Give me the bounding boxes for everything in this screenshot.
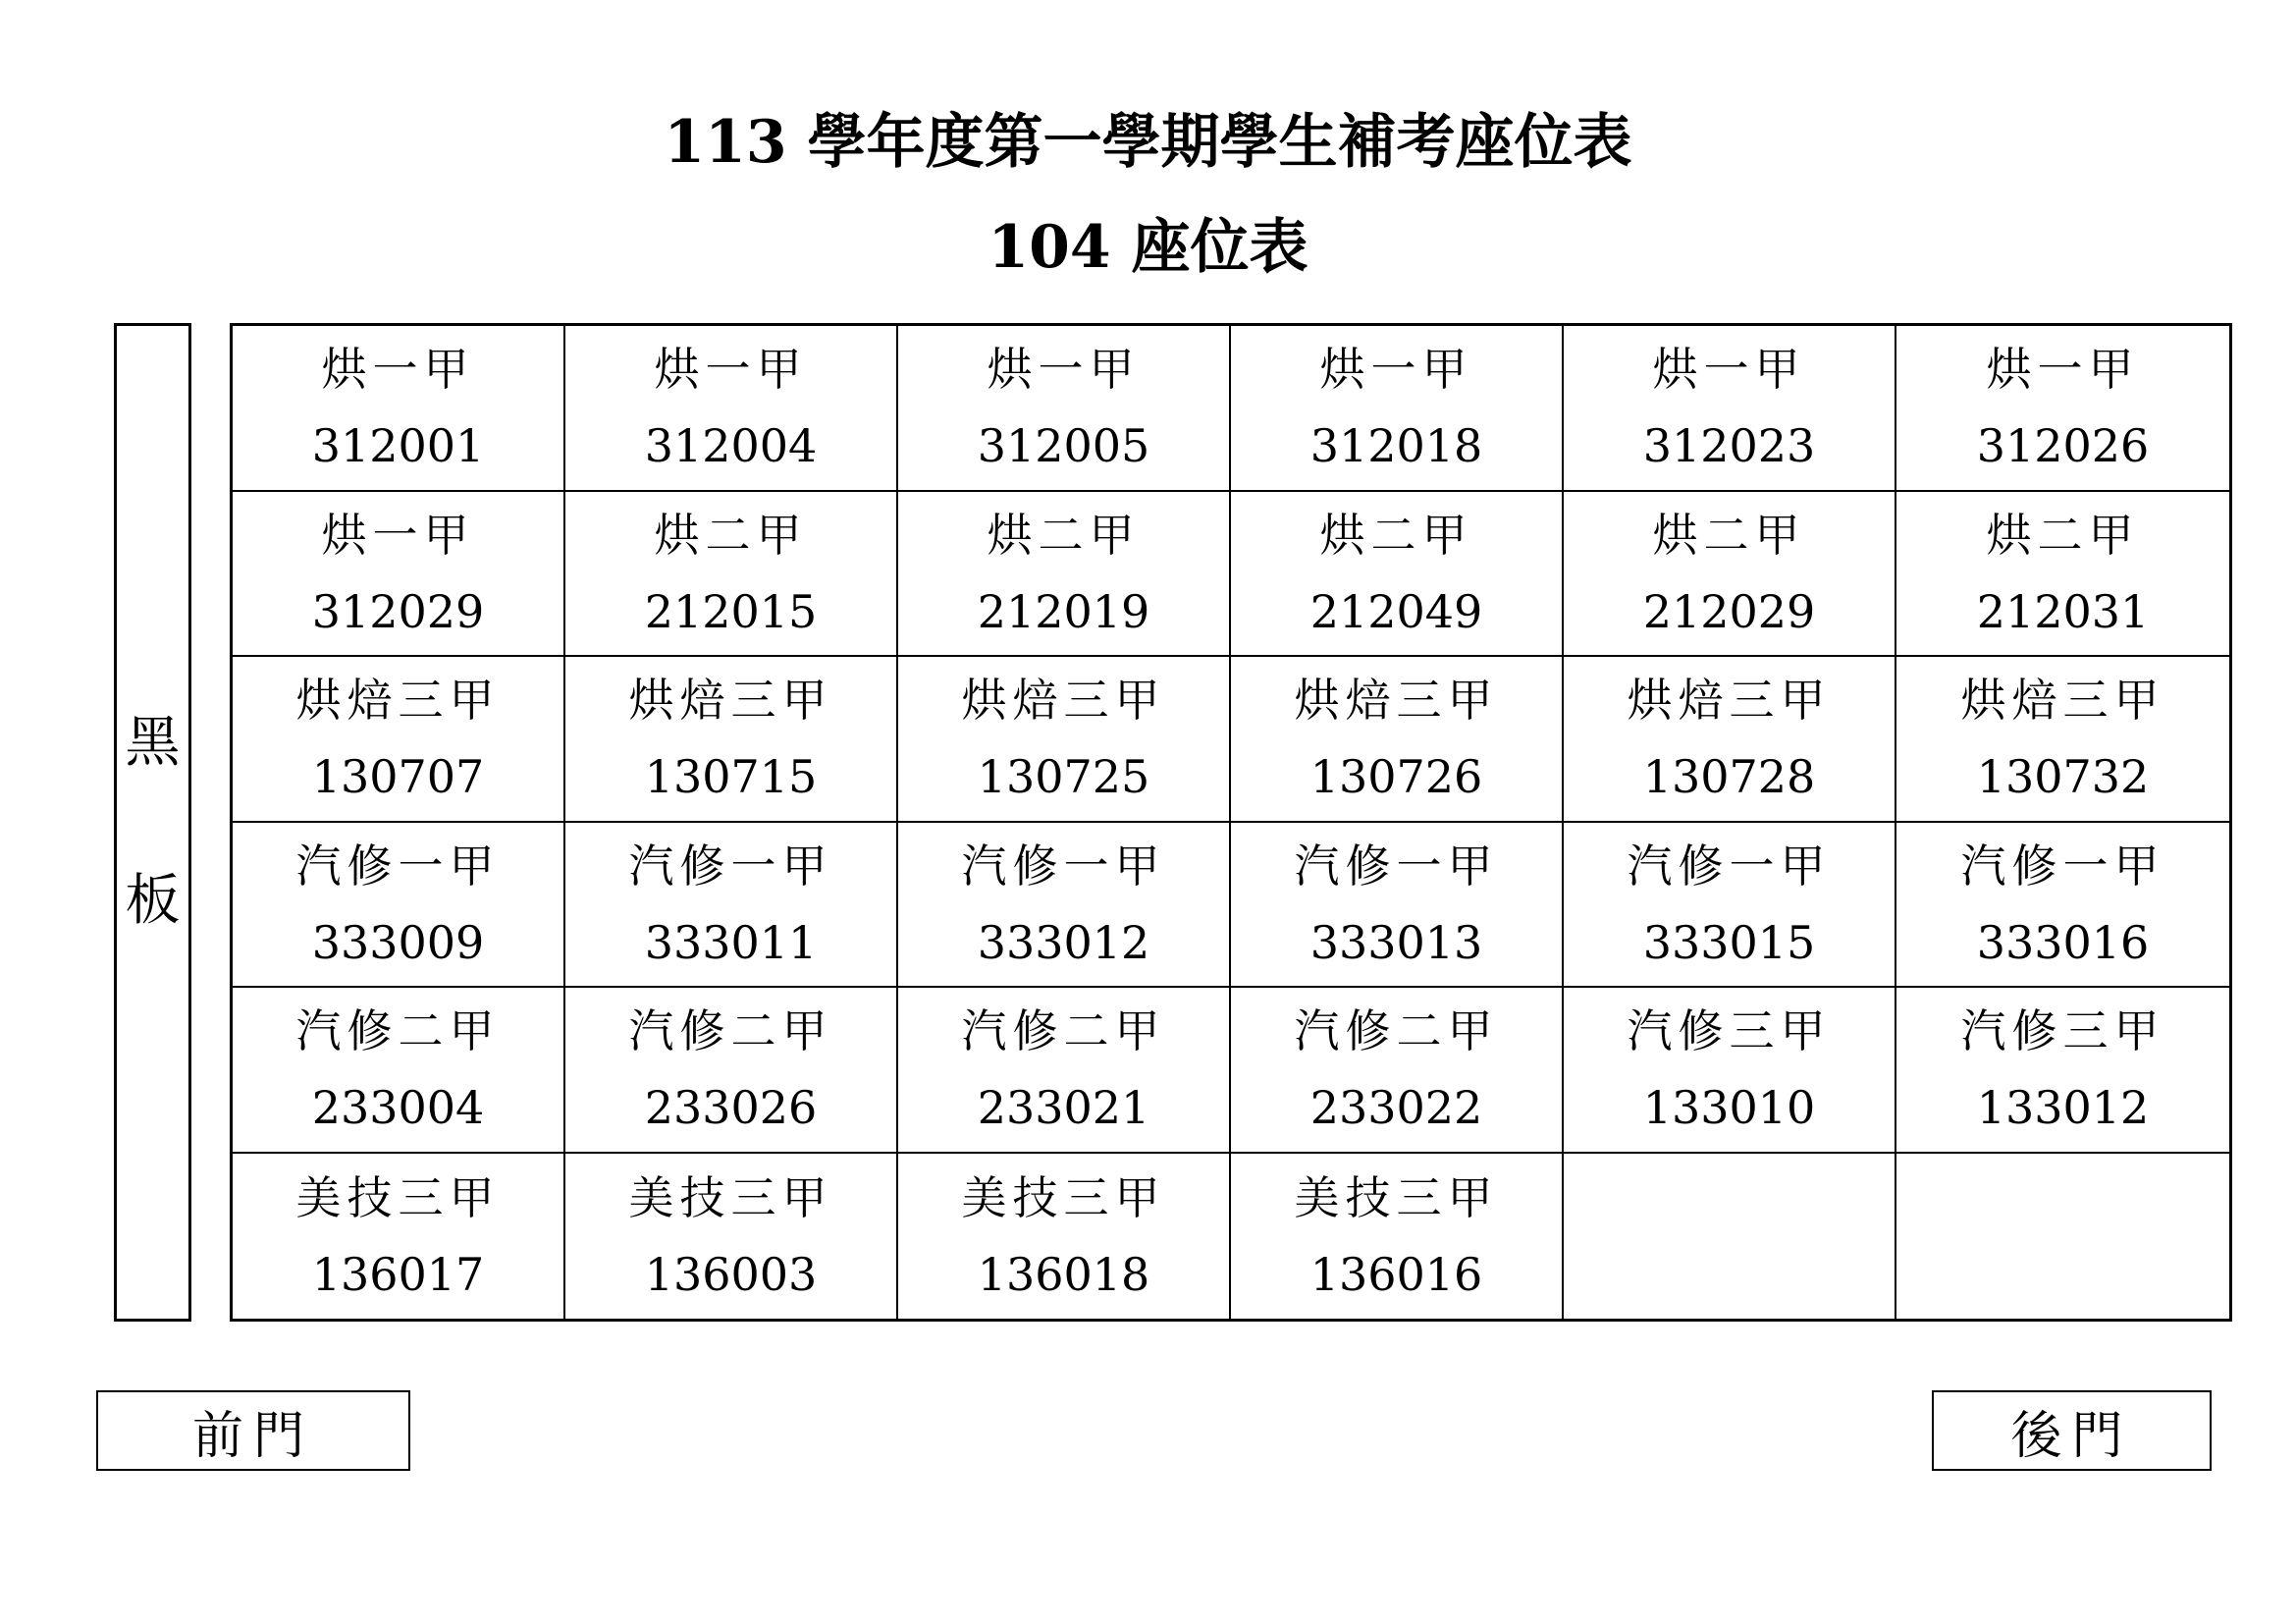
- seat-cell: [1231, 823, 1564, 989]
- seat-student-id: 133010: [1642, 1081, 1816, 1135]
- seat-student-id: 333015: [1642, 915, 1816, 969]
- seat-class: 美技三甲: [961, 1170, 1166, 1224]
- seat-class: 汽修一甲: [628, 839, 833, 893]
- seat-student-id: 312001: [311, 419, 485, 473]
- seat-student-id: 333011: [644, 915, 818, 969]
- seat-cell: [1896, 326, 2229, 492]
- seat-cell: [1231, 326, 1564, 492]
- seat-cell: [898, 1154, 1231, 1320]
- seat-student-id: 130715: [644, 750, 818, 804]
- seat-student-id: 333013: [1309, 915, 1483, 969]
- seat-cell: [898, 823, 1231, 989]
- seat-cell: [1564, 657, 1896, 823]
- seat-cell: [1896, 1154, 2229, 1320]
- seat-class: 烘一甲: [1986, 343, 2140, 397]
- seat-cell: [1231, 492, 1564, 658]
- seat-cell: [898, 988, 1231, 1154]
- seat-cell: [1564, 326, 1896, 492]
- seat-cell: [1896, 657, 2229, 823]
- seat-class: 烘焙三甲: [1960, 674, 2165, 728]
- seat-cell: [1564, 988, 1896, 1154]
- seat-student-id: 312029: [311, 584, 485, 638]
- seat-cell: [898, 492, 1231, 658]
- seat-class: 美技三甲: [1294, 1170, 1499, 1224]
- seat-student-id: 136003: [644, 1247, 818, 1301]
- seat-class: 汽修二甲: [295, 1004, 501, 1058]
- seat-student-id: 130732: [1976, 750, 2150, 804]
- seat-student-id: 136016: [1309, 1247, 1483, 1301]
- seat-cell: [1231, 657, 1564, 823]
- seat-cell: [233, 1154, 565, 1320]
- seat-student-id: 130728: [1642, 750, 1816, 804]
- seat-student-id: 333012: [977, 915, 1150, 969]
- seat-cell: [565, 823, 898, 989]
- seat-class: 烘焙三甲: [1627, 674, 1832, 728]
- seat-cell: [233, 988, 565, 1154]
- back-door-label: 後門: [1932, 1390, 2212, 1471]
- seat-class: 汽修二甲: [628, 1004, 833, 1058]
- seat-cell: [233, 657, 565, 823]
- seat-class: 烘焙三甲: [628, 674, 833, 728]
- seat-class: 烘一甲: [654, 343, 808, 397]
- seat-cell: [565, 492, 898, 658]
- seat-class: 烘一甲: [321, 508, 475, 562]
- seat-cell: [1896, 988, 2229, 1154]
- seat-student-id: 333016: [1976, 915, 2150, 969]
- seat-class: 汽修一甲: [961, 839, 1166, 893]
- seat-cell: [898, 657, 1231, 823]
- seat-class: 汽修二甲: [1294, 1004, 1499, 1058]
- seat-class: 汽修二甲: [961, 1004, 1166, 1058]
- seat-class: 烘焙三甲: [961, 674, 1166, 728]
- seat-class: 烘一甲: [987, 343, 1141, 397]
- seat-class: 烘焙三甲: [295, 674, 501, 728]
- seat-student-id: 233004: [311, 1081, 485, 1135]
- seat-student-id: 130726: [1309, 750, 1483, 804]
- seat-student-id: 212015: [644, 584, 818, 638]
- seat-student-id: 312026: [1976, 419, 2150, 473]
- seat-cell: [898, 326, 1231, 492]
- seat-class: 烘二甲: [654, 508, 808, 562]
- seat-class: 汽修一甲: [1294, 839, 1499, 893]
- seat-student-id: 136017: [311, 1247, 485, 1301]
- page-subtitle: 104 座位表: [988, 213, 1308, 282]
- seat-class: 烘二甲: [1986, 508, 2140, 562]
- seat-student-id: 212019: [977, 584, 1150, 638]
- seat-class: 烘一甲: [1652, 343, 1806, 397]
- seat-class: 汽修一甲: [295, 839, 501, 893]
- seat-class: 烘焙三甲: [1294, 674, 1499, 728]
- seat-student-id: 233021: [977, 1081, 1150, 1135]
- blackboard-label-char1: 黑: [125, 711, 181, 775]
- seat-student-id: 212031: [1976, 584, 2150, 638]
- seat-cell: [1896, 492, 2229, 658]
- seat-cell: [233, 492, 565, 658]
- seat-cell: [1896, 823, 2229, 989]
- seat-student-id: 133012: [1976, 1081, 2150, 1135]
- seat-cell: [565, 657, 898, 823]
- seat-class: 汽修一甲: [1627, 839, 1832, 893]
- seat-student-id: 212029: [1642, 584, 1816, 638]
- seat-cell: [1231, 1154, 1564, 1320]
- seat-class: 烘二甲: [987, 508, 1141, 562]
- seat-cell: [1231, 988, 1564, 1154]
- seat-student-id: 333009: [311, 915, 485, 969]
- seat-class: 烘二甲: [1652, 508, 1806, 562]
- seat-student-id: 312004: [644, 419, 818, 473]
- seat-cell: [1564, 823, 1896, 989]
- seat-cell: [1564, 1154, 1896, 1320]
- seat-class: 汽修三甲: [1627, 1004, 1832, 1058]
- blackboard: [114, 323, 191, 1322]
- seat-student-id: 233026: [644, 1081, 818, 1135]
- seat-cell: [1564, 492, 1896, 658]
- seat-class: 烘一甲: [1319, 343, 1473, 397]
- seat-cell: [565, 326, 898, 492]
- seat-cell: [233, 823, 565, 989]
- seat-student-id: 233022: [1309, 1081, 1483, 1135]
- seat-class: 美技三甲: [628, 1170, 833, 1224]
- seat-class: 烘一甲: [321, 343, 475, 397]
- seat-student-id: 312023: [1642, 419, 1816, 473]
- seat-class: 汽修一甲: [1960, 839, 2165, 893]
- seat-cell: [565, 988, 898, 1154]
- seat-cell: [233, 326, 565, 492]
- seat-class: 美技三甲: [295, 1170, 501, 1224]
- seat-student-id: 130725: [977, 750, 1150, 804]
- seat-class: 汽修三甲: [1960, 1004, 2165, 1058]
- blackboard-label-char2: 板: [125, 869, 181, 933]
- seating-grid: [230, 323, 2232, 1322]
- page-title: 113 學年度第一學期學生補考座位表: [664, 108, 1632, 177]
- seat-student-id: 312005: [977, 419, 1150, 473]
- seat-student-id: 212049: [1309, 584, 1483, 638]
- seat-cell: [565, 1154, 898, 1320]
- seat-student-id: 130707: [311, 750, 485, 804]
- seat-class: 烘二甲: [1319, 508, 1473, 562]
- seat-student-id: 136018: [977, 1247, 1150, 1301]
- seat-student-id: 312018: [1309, 419, 1483, 473]
- front-door-label: 前門: [96, 1390, 410, 1471]
